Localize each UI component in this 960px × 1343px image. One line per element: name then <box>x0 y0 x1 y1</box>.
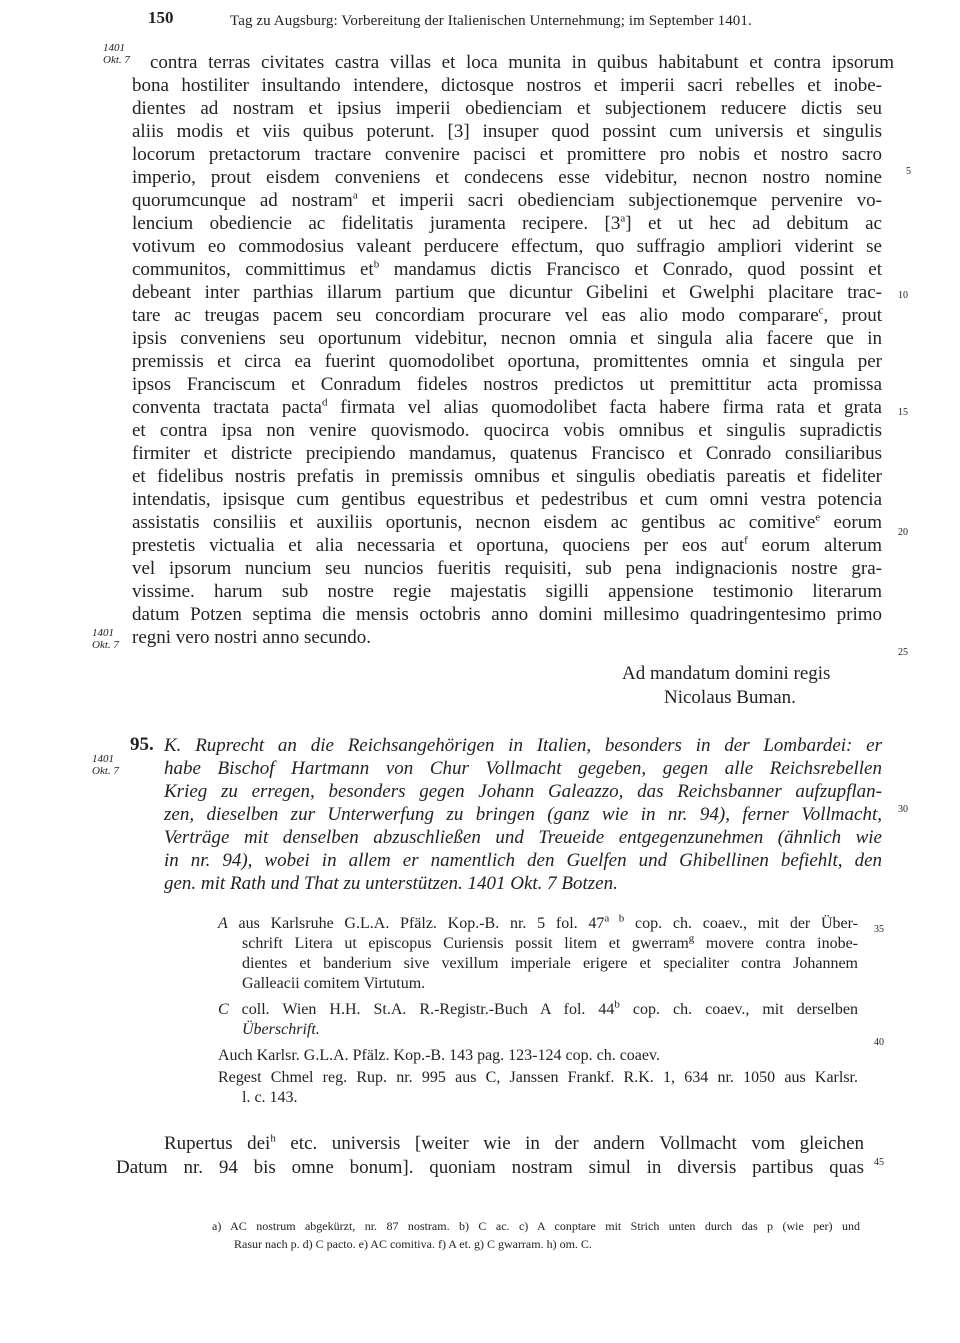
line-number: 5 <box>906 166 911 177</box>
footnote-mark: f <box>744 534 748 547</box>
text-line: tare ac treugas pacem seu concordiam procurare vel eas alio modo comparare$^c$, prout <box>132 304 883 326</box>
document-number: 95. <box>130 734 154 755</box>
line-number: 25 <box>898 647 908 658</box>
line-number: 15 <box>898 407 908 418</box>
source-line: Galleacii comitem Virtutum. <box>242 975 426 992</box>
text-line: et contra ipsa non venire quovismodo. quocirca vobis omnibus et singulis supradictis <box>132 420 882 441</box>
regest-line: gen. mit Rath und That zu unterstützen. 1401 Okt. 7 Botzen. <box>164 873 618 894</box>
running-title: Tag zu Augsburg: Vorbereitung der Italienischen Unternehmung; im September 1401. <box>230 13 752 29</box>
text-line: votivum eo commodosius valeant perducere effectum, quo suffragio ampliori viderint se <box>132 236 882 257</box>
text-line: imperio, prout eisdem conveniens et condecens esse videbitur, necnon nostro nomine <box>132 167 882 188</box>
text-line: et fidelibus nostris prefatis in premissis omnibus et singulis obediatis pareatis et fideliter <box>132 466 882 487</box>
text-line: Rupertus dei$^h$ etc. universis [weiter wie in der andern Vollmacht vom gleichen <box>164 1132 864 1154</box>
footnote-line: Rasur nach p. d) C pacto. e) AC comitiva. f) A et. g) C gwarram. h) om. C. <box>234 1237 592 1251</box>
footnote-mark: g <box>688 932 695 945</box>
margin-date: 1401 Okt. 7 <box>92 627 119 651</box>
text-line: premissis et circa ea fuerint quomodolibet oportuna, promittentes omnia et singula per <box>132 351 882 372</box>
footnote-mark: a b <box>604 912 625 925</box>
text-line: firmiter et districte precipiendo mandamus, quatenus Francisco et Conrado consiliaribus <box>132 443 882 464</box>
source-line: Auch Karlsr. G.L.A. Pfälz. Kop.-B. 143 pag. 123-124 cop. ch. coaev. <box>218 1047 660 1064</box>
text-line: intendatis, ipsisque cum gentibus equestribus et pedestribus et cum omni vestra potencia <box>132 489 882 510</box>
margin-date: 1401 Okt. 7 <box>92 753 119 777</box>
text-line: quorumcunque ad nostram$^a$ et imperii sacri obedienciam subjectionemque pervenire vo- <box>132 189 882 211</box>
source-line: A aus Karlsruhe G.L.A. Pfälz. Kop.-B. nr. 5 fol. $47^{a b}$ cop. ch. coaev., mit der Über- <box>218 912 858 932</box>
footnote-mark: a <box>352 189 358 202</box>
line-number: 45 <box>874 1157 884 1168</box>
text-line: locorum pretactorum tractare convenire pacisci et promittere pro nobis et nostro sacro <box>132 144 882 165</box>
source-line: schrift Litera ut episcopus Curiensis possit litem et gwerram$^g$ movere contra inobe- <box>242 932 858 952</box>
text-line: ipsos Franciscum et Conradum fideles nostros predictos ut premittitur acta promissa <box>132 374 882 395</box>
text-line: aliis modis et viis quibus poterunt. [3] insuper quod possint cum universis et singulis <box>132 121 882 142</box>
footnote-mark: d <box>322 396 328 409</box>
source-line: l. c. 143. <box>242 1089 298 1106</box>
line-number: 20 <box>898 527 908 538</box>
line-number: 40 <box>874 1037 884 1048</box>
regest-line: Krieg zu erregen, besonders gegen Johann Galeazzo, das Reichsbanner aufzupflan- <box>164 781 882 802</box>
text-line: debeant inter parthias illarum partium que dicuntur Gibelini et Gwelphi placitare trac- <box>132 282 882 303</box>
text-line: ipsis conveniens seu oportunum videbitur, necnon omnia et singula alia facere que in <box>132 328 882 349</box>
text-line: bona hostiliter insultando intendere, dictosque nostros et imperii sacri rebelles et inobe- <box>132 75 882 96</box>
line-number: 30 <box>898 804 908 815</box>
footnote-mark: a <box>620 212 626 225</box>
source-line: C coll. Wien H.H. St.A. R.-Registr.-Buch A fol. 44$^b$ cop. ch. coaev., mit derselben <box>218 998 858 1018</box>
regest-line: K. Ruprecht an die Reichsangehörigen in Italien, besonders in der Lombardei: er <box>164 735 882 756</box>
regest-line: zen, dieselben zur Unterwerfung zu bringen (ganz wie in nr. 94), ferner Vollmacht, <box>164 804 882 825</box>
source-line: Überschrift. <box>242 1021 320 1038</box>
margin-date: 1401 Okt. 7 <box>103 42 130 66</box>
text-line: conventa tractata pacta$^d$ firmata vel alias quomodolibet facta habere firma rata et grata <box>132 396 882 418</box>
text-line: lencium obediencie ac fidelitatis juramenta recipere. [3$^a$] et ut hec ad debitum ac <box>132 212 882 234</box>
text-line: dientes ad nostram et ipsius imperii obedienciam et subjectionem reducere dictis seu <box>132 98 882 119</box>
text-line: regni vero nostri anno secundo. <box>132 627 372 648</box>
regest-line: habe Bischof Hartmann von Chur Vollmacht gegeben, gegen alle Reichsrebellen <box>164 758 882 779</box>
text-line: vissime. harum sub nostre regie majestatis sigilli appensione testimonio literarum <box>132 581 882 602</box>
text-line: datum Potzen septima die mensis octobris anno domini millesimo quadringentesimo primo <box>132 604 882 625</box>
footnote-mark: c <box>818 304 824 317</box>
line-number: 35 <box>874 924 884 935</box>
text-line: assistatis consiliis et auxiliis oportunis, necnon eisdem ac gentibus ac comitive$^e$ eorum <box>132 511 882 533</box>
page-number: 150 <box>148 8 174 27</box>
source-line: Regest Chmel reg. Rup. nr. 995 aus C, Janssen Frankf. R.K. 1, 634 nr. 1050 aus Karlsr. <box>218 1069 858 1086</box>
text-line: contra terras civitates castra villas et loca munita in quibus habitabunt et contra ipsorum <box>150 52 894 73</box>
footnote-mark: h <box>270 1132 276 1145</box>
line-number: 10 <box>898 290 908 301</box>
signature: Ad mandatum domini regis Nicolaus Buman. <box>622 663 831 708</box>
footnote-mark: b <box>373 258 380 271</box>
text-line: vel ipsorum nuncium seu nuncios fueritis requisiti, sub pena indignacionis nostre gra- <box>132 558 882 579</box>
source-line: dientes et banderium sive vexillum imperiale erigere et specialiter contra Johannem <box>242 955 858 972</box>
footnote-mark: e <box>815 511 821 524</box>
regest-line: Verträge mit denselben abzuschließen und Treueide entgegenzunehmen (ähnlich wie <box>164 827 882 848</box>
regest-line: in nr. 94), wobei in allem er namentlich den Guelfen und Ghibellinen befiehlt, den <box>164 850 882 871</box>
text-line: communitos, committimus $et^b$ mandamus dictis Francisco et Conrado, quod possint et <box>132 258 882 280</box>
footnote-line: a) AC nostrum abgekürzt, nr. 87 nostram. b) C ac. c) A conptare mit Strich unten durch das p (wie per) und <box>212 1219 860 1233</box>
footnote-mark: b <box>614 998 620 1011</box>
text-line: Datum nr. 94 bis omne bonum]. quoniam nostram simul in diversis partibus quas <box>116 1157 864 1178</box>
text-line: prestetis victualia et alia necessaria et oportuna, quociens per eos aut$^f$ eorum alterum <box>132 534 882 556</box>
